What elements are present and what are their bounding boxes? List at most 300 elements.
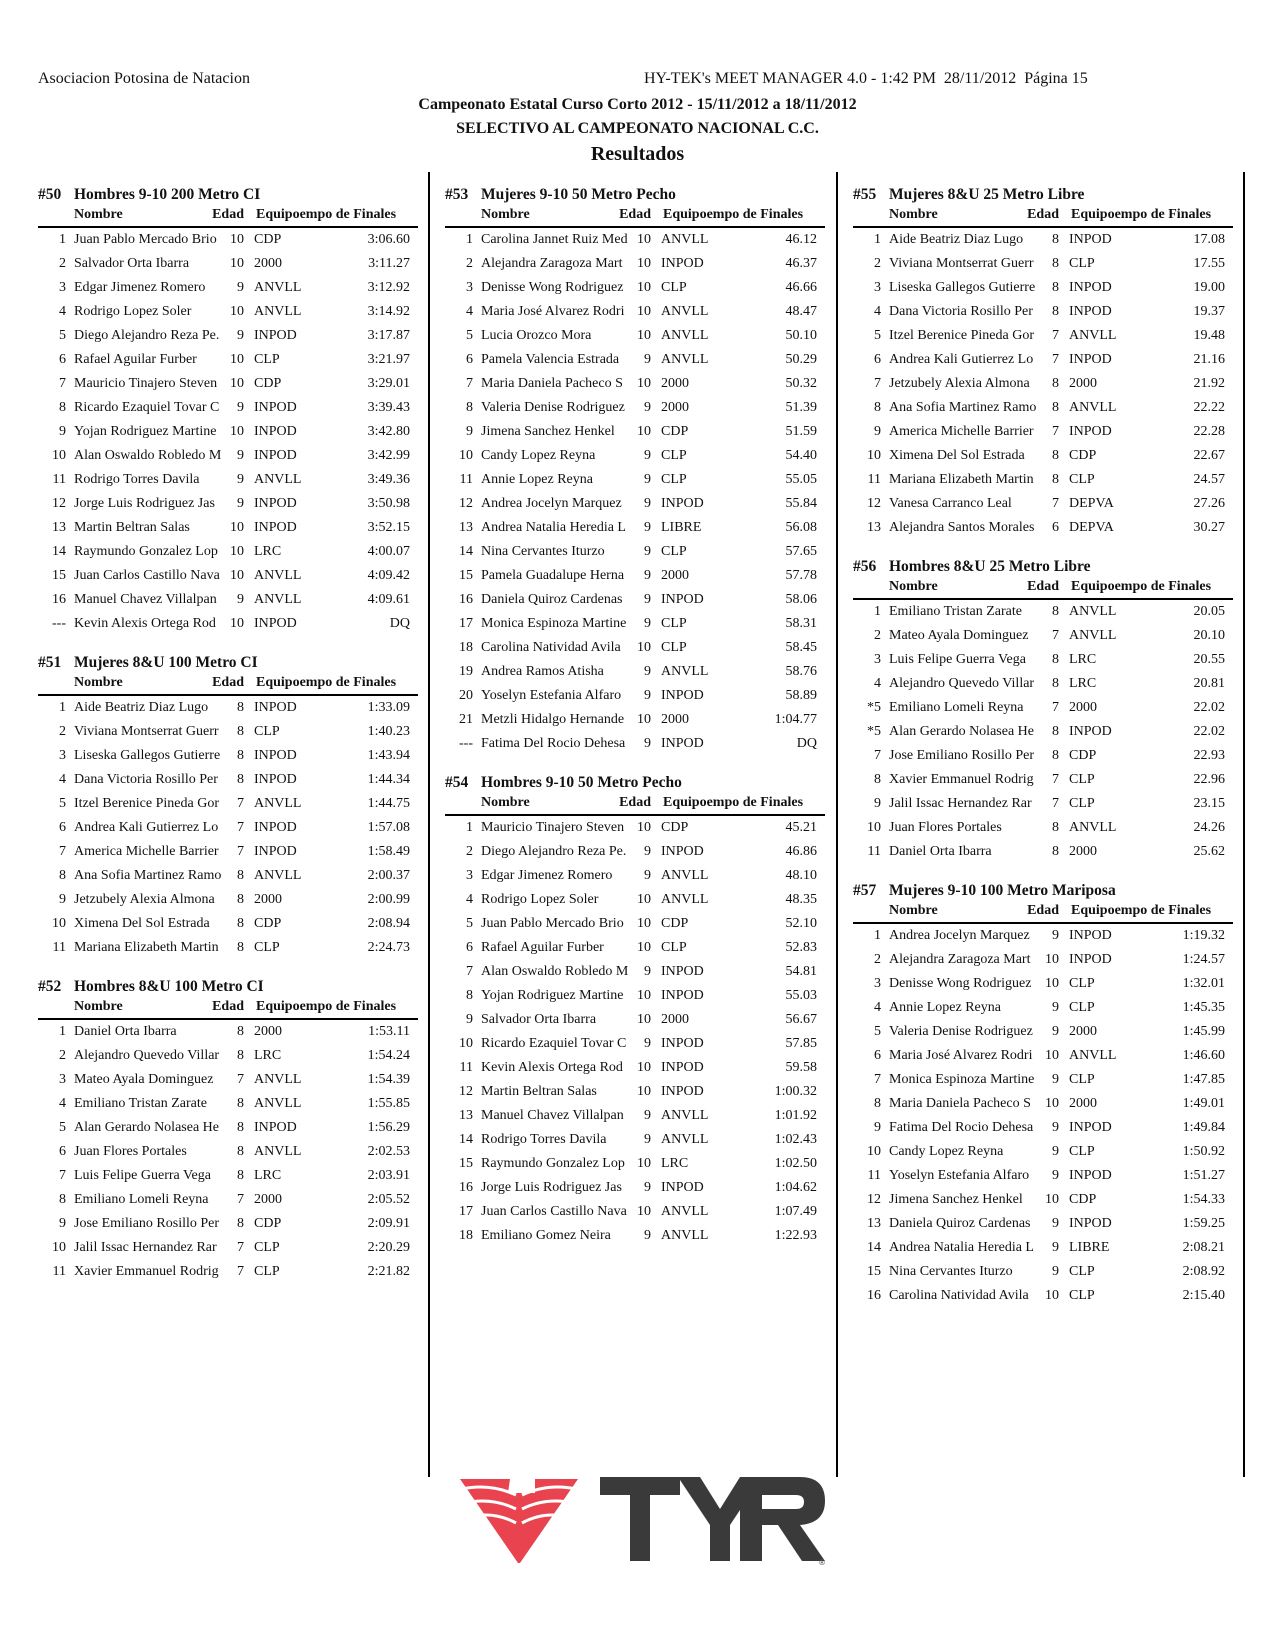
team: ANVLL [661,352,709,367]
final-time: 4:00.07 [367,544,410,559]
final-time: DQ [389,616,410,631]
swimmer-name: Fatima Del Rocio Dehesa [889,1120,1034,1135]
swimmer-name: Alejandro Quevedo Villar [889,676,1035,691]
final-time: 1:54.33 [1182,1192,1225,1207]
table-row [853,720,1233,744]
place: 11 [52,1264,66,1279]
table-row [445,636,825,660]
team: INPOD [254,772,297,787]
table-row [445,1128,825,1152]
final-time: 2:20.29 [367,1240,410,1255]
table-header [38,674,418,696]
place: 10 [867,820,881,835]
event-name: Mujeres 9-10 100 Metro Mariposa [889,882,1116,899]
final-time: 22.02 [1193,700,1225,715]
age: 8 [1052,820,1059,835]
final-time: 3:42.99 [367,448,410,463]
table-row [853,348,1233,372]
place: 7 [59,1168,66,1183]
swimmer-name: Andrea Kali Gutierrez Lo [74,820,219,835]
header-name: Nombre [889,579,938,594]
place: 8 [59,400,66,415]
final-time: 58.89 [785,688,817,703]
swimmer-name: Rafael Aguilar Furber [74,352,197,367]
table-header [38,206,418,228]
place: 1 [59,700,66,715]
swimmer-name: Daniela Quiroz Cardenas [889,1216,1031,1231]
swimmer-name: Mateo Ayala Dominguez [889,628,1029,643]
team: ANVLL [1069,628,1117,643]
team: INPOD [661,1084,704,1099]
swimmer-name: Andrea Natalia Heredia L [481,520,626,535]
final-time: 55.03 [785,988,817,1003]
swimmer-name: Annie Lopez Reyna [889,1000,1001,1015]
team: ANVLL [661,892,709,907]
final-time: 56.67 [785,1012,817,1027]
table-row [38,300,418,324]
event-number: #55 [853,186,877,203]
age: 10 [230,232,244,247]
place: 4 [874,1000,881,1015]
age: 8 [1052,280,1059,295]
age: 10 [637,328,651,343]
header-team-time: Equipoempo de Finales [663,207,804,222]
table-row [38,1092,418,1116]
table-header [445,206,825,228]
table-row [445,1008,825,1032]
table-row [853,324,1233,348]
table-row [38,696,418,720]
header-age: Edad [1027,903,1059,918]
event-section [853,880,1233,1308]
final-time: 1:22.93 [774,1228,817,1243]
team: ANVLL [254,592,302,607]
results-column-2 [445,184,825,1264]
swimmer-name: Andrea Natalia Heredia L [889,1240,1034,1255]
age: 9 [644,616,651,631]
final-time: 1:54.39 [367,1072,410,1087]
results-column-1 [38,184,418,1300]
team: INPOD [661,736,704,751]
team: INPOD [254,424,297,439]
team: INPOD [1069,424,1112,439]
table-row [853,672,1233,696]
table-row [445,540,825,564]
swimmer-name: Maria Daniela Pacheco S [889,1096,1031,1111]
place: 2 [59,256,66,271]
age: 9 [644,1180,651,1195]
team: ANVLL [661,328,709,343]
svg-text:®: ® [818,1558,826,1565]
table-header [853,206,1233,228]
swimmer-name: Jetzubely Alexia Almona [889,376,1030,391]
team: CDP [1069,448,1097,463]
age: 10 [637,892,651,907]
age: 9 [644,1036,651,1051]
age: 10 [230,544,244,559]
table-row [445,420,825,444]
swimmer-name: Alan Oswaldo Robledo M [74,448,222,463]
age: 10 [1045,976,1059,991]
age: 9 [237,280,244,295]
final-time: 1:49.01 [1182,1096,1225,1111]
software-info: HY-TEK's MEET MANAGER 4.0 - 1:42 PM 28/11/2012 Página 15 [644,70,1088,87]
event-name: Mujeres 8&U 25 Metro Libre [889,186,1085,203]
age: 9 [644,844,651,859]
place: *5 [867,724,881,739]
table-row [853,468,1233,492]
team: INPOD [661,988,704,1003]
final-time: 1:49.84 [1182,1120,1225,1135]
swimmer-name: Juan Pablo Mercado Brio [74,232,217,247]
results-title: Resultados [590,143,685,165]
final-time: 54.81 [785,964,817,979]
swimmer-name: Martin Beltran Salas [481,1084,597,1099]
table-row [853,816,1233,840]
age: 8 [237,892,244,907]
final-time: 3:29.01 [367,376,410,391]
age: 8 [1052,604,1059,619]
table-row [38,1044,418,1068]
place: 11 [52,940,66,955]
header-team-time: Equipoempo de Finales [256,675,397,690]
header-name: Nombre [481,207,530,222]
table-row [38,564,418,588]
swimmer-name: Andrea Kali Gutierrez Lo [889,352,1034,367]
final-time: 45.21 [785,820,817,835]
place: 8 [466,988,473,1003]
final-time: 1:32.01 [1182,976,1225,991]
swimmer-name: Jimena Sanchez Henkel [481,424,615,439]
team: CLP [661,280,687,295]
final-time: 48.47 [785,304,817,319]
team: ANVLL [254,280,302,295]
column-divider [1243,172,1245,1477]
final-time: 51.59 [785,424,817,439]
place: --- [459,736,473,751]
age: 9 [644,736,651,751]
final-time: 50.29 [785,352,817,367]
team: 2000 [254,892,282,907]
table-row [38,348,418,372]
event-number: #50 [38,186,62,203]
table-row [853,300,1233,324]
event-title [853,880,1233,902]
final-time: 20.81 [1193,676,1225,691]
team: ANVLL [661,1132,709,1147]
place: 2 [874,952,881,967]
swimmer-name: Manuel Chavez Villalpan [481,1108,624,1123]
age: 9 [644,568,651,583]
team: CLP [1069,976,1095,991]
age: 9 [1052,1072,1059,1087]
age: 10 [230,304,244,319]
place: 13 [52,520,66,535]
final-time: 1:59.25 [1182,1216,1225,1231]
team: CLP [1069,472,1095,487]
team: LRC [1069,652,1097,667]
final-time: 4:09.42 [367,568,410,583]
table-row [853,1212,1233,1236]
place: 1 [59,1024,66,1039]
swimmer-name: Juan Flores Portales [74,1144,187,1159]
swimmer-name: Aide Beatriz Diaz Lugo [889,232,1024,247]
final-time: 52.10 [785,916,817,931]
event-section [853,556,1233,864]
swimmer-name: Salvador Orta Ibarra [74,256,190,271]
team: INPOD [1069,352,1112,367]
age: 9 [237,328,244,343]
team: INPOD [661,688,704,703]
table-row [853,492,1233,516]
table-row [38,540,418,564]
swimmer-name: Yoselyn Estefania Alfaro [481,688,622,703]
header-age: Edad [212,675,244,690]
final-time: 17.08 [1193,232,1225,247]
place: 11 [867,472,881,487]
team: CLP [1069,1000,1095,1015]
team: CLP [661,448,687,463]
age: 9 [237,448,244,463]
age: 9 [644,496,651,511]
swimmer-name: Emiliano Tristan Zarate [74,1096,207,1111]
place: 8 [874,400,881,415]
team: 2000 [661,568,689,583]
team: ANVLL [254,868,302,883]
place: 4 [874,304,881,319]
table-row [853,648,1233,672]
age: 7 [237,1192,244,1207]
final-time: 1:00.32 [774,1084,817,1099]
place: 6 [59,352,66,367]
final-time: 2:00.37 [367,868,410,883]
swimmer-name: Ricardo Ezaquiel Tovar C [74,400,220,415]
team: INPOD [661,496,704,511]
age: 8 [1052,448,1059,463]
header-age: Edad [212,207,244,222]
team: INPOD [661,844,704,859]
table-row [853,624,1233,648]
team: INPOD [254,748,297,763]
place: 7 [466,964,473,979]
place: 4 [59,772,66,787]
team: ANVLL [254,1096,302,1111]
place: 15 [52,568,66,583]
place: 9 [59,1216,66,1231]
place: 20 [459,688,473,703]
final-time: 22.28 [1193,424,1225,439]
place: 2 [874,628,881,643]
final-time: 48.10 [785,868,817,883]
team: LRC [254,544,282,559]
team: CDP [661,424,689,439]
age: 7 [1052,496,1059,511]
team: 2000 [661,712,689,727]
final-time: 1:40.23 [367,724,410,739]
final-time: 1:43.94 [367,748,410,763]
tyr-logo-icon [440,1473,828,1565]
place: 8 [466,400,473,415]
age: 7 [1052,772,1059,787]
final-time: 1:53.11 [368,1024,410,1039]
swimmer-name: Daniel Orta Ibarra [889,844,992,859]
final-time: 1:57.08 [367,820,410,835]
swimmer-name: Xavier Emmanuel Rodrig [74,1264,219,1279]
team: LIBRE [661,520,702,535]
age: 10 [230,424,244,439]
final-time: 1:54.24 [367,1048,410,1063]
team: CDP [254,1216,282,1231]
team: INPOD [661,592,704,607]
swimmer-name: Daniela Quiroz Cardenas [481,592,623,607]
header-team-time: Equipoempo de Finales [1071,207,1212,222]
header-team-time: Equipoempo de Finales [256,999,397,1014]
place: --- [52,616,66,631]
swimmer-name: Liseska Gallegos Gutierre [74,748,221,763]
event-number: #52 [38,978,62,995]
team: INPOD [661,964,704,979]
final-time: 59.58 [785,1060,817,1075]
place: 4 [466,304,473,319]
final-time: 20.05 [1193,604,1225,619]
header-age: Edad [619,795,651,810]
final-time: 1:44.75 [367,796,410,811]
team: 2000 [254,256,282,271]
place: 2 [59,1048,66,1063]
team: INPOD [661,1180,704,1195]
place: 7 [874,748,881,763]
team: CLP [661,472,687,487]
table-row [445,444,825,468]
swimmer-name: Rafael Aguilar Furber [481,940,604,955]
swimmer-name: Jose Emiliano Rosillo Per [889,748,1035,763]
swimmer-name: Ana Sofia Martinez Ramo [889,400,1037,415]
team: 2000 [1069,376,1097,391]
age: 10 [637,304,651,319]
final-time: DQ [796,736,817,751]
age: 10 [230,352,244,367]
age: 8 [1052,400,1059,415]
age: 8 [237,748,244,763]
swimmer-name: Edgar Jimenez Romero [481,868,613,883]
place: 9 [59,892,66,907]
place: 5 [874,328,881,343]
final-time: 1:45.35 [1182,1000,1225,1015]
place: 3 [874,976,881,991]
swimmer-name: Jetzubely Alexia Almona [74,892,215,907]
table-row [38,792,418,816]
final-time: 2:08.21 [1182,1240,1225,1255]
age: 9 [644,1132,651,1147]
final-time: 46.86 [785,844,817,859]
swimmer-name: Manuel Chavez Villalpan [74,592,217,607]
table-row [38,888,418,912]
swimmer-name: Alan Oswaldo Robledo M [481,964,629,979]
final-time: 50.10 [785,328,817,343]
place: 11 [459,472,473,487]
final-time: 58.06 [785,592,817,607]
age: 8 [237,1168,244,1183]
team: INPOD [254,700,297,715]
age: 7 [1052,796,1059,811]
swimmer-name: Candy Lopez Reyna [889,1144,1004,1159]
swimmer-name: Jorge Luis Rodriguez Jas [74,496,215,511]
swimmer-name: Jorge Luis Rodriguez Jas [481,1180,622,1195]
table-row [38,1020,418,1044]
age: 10 [637,712,651,727]
team: ANVLL [1069,400,1117,415]
table-row [445,468,825,492]
swimmer-name: Ximena Del Sol Estrada [889,448,1025,463]
swimmer-name: Emiliano Tristan Zarate [889,604,1022,619]
place: 5 [874,1024,881,1039]
age: 10 [637,1204,651,1219]
team: 2000 [1069,700,1097,715]
header-name: Nombre [889,207,938,222]
age: 8 [237,1048,244,1063]
table-row [445,660,825,684]
final-time: 24.57 [1193,472,1225,487]
table-row [853,924,1233,948]
place: 10 [459,448,473,463]
event-title [445,772,825,794]
table-row [445,1224,825,1248]
team: ANVLL [254,1144,302,1159]
swimmer-name: Nina Cervantes Iturzo [481,544,605,559]
team: ANVLL [661,232,709,247]
header-team-time: Equipoempo de Finales [663,795,804,810]
age: 10 [230,256,244,271]
table-header [853,902,1233,924]
age: 8 [1052,844,1059,859]
age: 9 [644,1108,651,1123]
header-name: Nombre [74,675,123,690]
place: 13 [867,1216,881,1231]
header-age: Edad [1027,579,1059,594]
table-row [445,348,825,372]
table-row [853,696,1233,720]
final-time: 1:04.62 [774,1180,817,1195]
team: LRC [254,1168,282,1183]
age: 9 [1052,1168,1059,1183]
event-number: #53 [445,186,469,203]
age: 8 [1052,652,1059,667]
team: INPOD [1069,1216,1112,1231]
event-title [853,556,1233,578]
place: 13 [459,1108,473,1123]
place: 16 [867,1288,881,1303]
table-row [853,1116,1233,1140]
swimmer-name: Valeria Denise Rodriguez [889,1024,1033,1039]
table-row [445,708,825,732]
team: ANVLL [1069,604,1117,619]
swimmer-name: Ximena Del Sol Estrada [74,916,210,931]
age: 8 [237,724,244,739]
event-section [445,772,825,1248]
final-time: 57.85 [785,1036,817,1051]
place: 21 [459,712,473,727]
place: 7 [874,1072,881,1087]
place: 12 [459,496,473,511]
age: 9 [644,448,651,463]
final-time: 27.26 [1193,496,1225,511]
place: 9 [874,1120,881,1135]
place: 12 [52,496,66,511]
age: 10 [637,940,651,955]
table-row [853,1140,1233,1164]
place: 2 [466,256,473,271]
place: 10 [52,916,66,931]
